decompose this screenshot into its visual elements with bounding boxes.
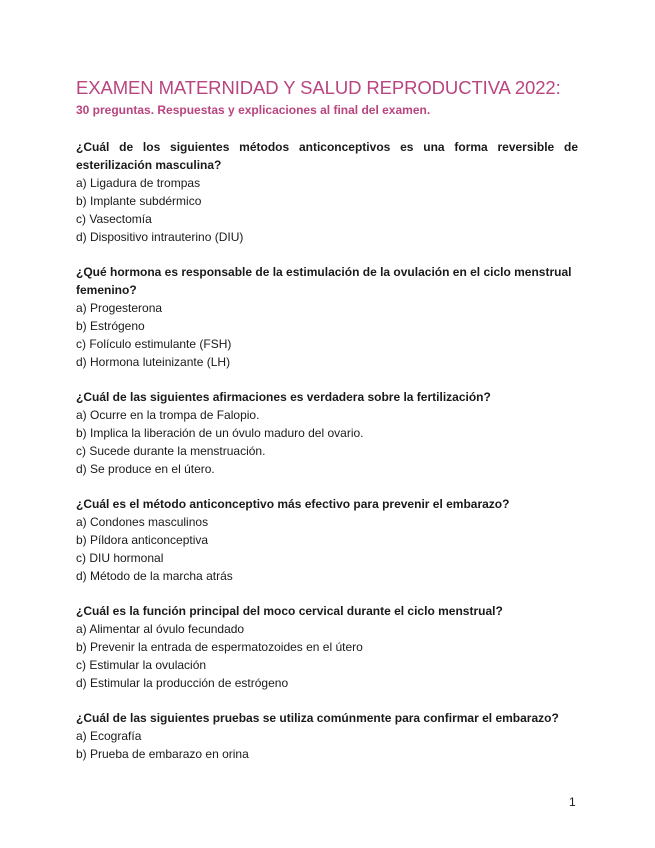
- answer-option: c) DIU hormonal: [76, 551, 164, 565]
- answer-option: b) Prevenir la entrada de espermatozoides en el útero: [76, 640, 363, 654]
- document-page: [76, 76, 578, 780]
- answer-option: a) Condones masculinos: [76, 515, 209, 529]
- answer-option: c) Sucede durante la menstruación.: [76, 444, 266, 458]
- page-title: EXAMEN MATERNIDAD Y SALUD REPRODUCTIVA 2022:: [76, 77, 561, 98]
- question-text: ¿Cuál de los siguientes métodos anticonceptivos es una forma reversible de esterilización masculina?: [76, 140, 578, 172]
- answer-option: b) Implica la liberación de un óvulo maduro del ovario.: [76, 426, 364, 440]
- answer-option: c) Folículo estimulante (FSH): [76, 337, 232, 351]
- answer-option: d) Se produce en el útero.: [76, 462, 215, 476]
- question-text: ¿Qué hormona es responsable de la estimulación de la ovulación en el ciclo menstrual femenino?: [76, 265, 572, 297]
- question-3: [76, 388, 578, 478]
- question-text: ¿Cuál de las siguientes afirmaciones es verdadera sobre la fertilización?: [76, 390, 491, 404]
- question-text: ¿Cuál es el método anticonceptivo más efectivo para prevenir el embarazo?: [76, 497, 510, 511]
- answer-option: d) Hormona luteinizante (LH): [76, 355, 231, 369]
- answer-option: a) Alimentar al óvulo fecundado: [76, 622, 245, 636]
- answer-option: a) Progesterona: [76, 301, 163, 315]
- question-text: ¿Cuál es la función principal del moco cervical durante el ciclo menstrual?: [76, 604, 503, 618]
- answer-option: a) Ecografía: [76, 729, 142, 743]
- answer-option: d) Dispositivo intrauterino (DIU): [76, 230, 244, 244]
- question-text: ¿Cuál de las siguientes pruebas se utiliza comúnmente para confirmar el embarazo?: [76, 711, 559, 725]
- answer-option: c) Estimular la ovulación: [76, 658, 207, 672]
- answer-option: b) Implante subdérmico: [76, 194, 202, 208]
- answer-option: b) Estrógeno: [76, 319, 145, 333]
- question-list: [76, 138, 578, 763]
- question-5: [76, 602, 578, 692]
- answer-option: a) Ocurre en la trompa de Falopio.: [76, 408, 260, 422]
- page-number: 1: [569, 795, 576, 809]
- question-2: [76, 263, 578, 371]
- answer-option: c) Vasectomía: [76, 212, 152, 226]
- answer-option: b) Píldora anticonceptiva: [76, 533, 209, 547]
- page-subtitle: 30 preguntas. Respuestas y explicaciones al final del examen.: [76, 103, 431, 117]
- answer-option: a) Ligadura de trompas: [76, 176, 201, 190]
- answer-option: b) Prueba de embarazo en orina: [76, 747, 249, 761]
- answer-option: d) Estimular la producción de estrógeno: [76, 676, 289, 690]
- question-4: [76, 495, 578, 585]
- question-1: [76, 138, 578, 246]
- answer-option: d) Método de la marcha atrás: [76, 569, 233, 583]
- question-6: [76, 709, 578, 763]
